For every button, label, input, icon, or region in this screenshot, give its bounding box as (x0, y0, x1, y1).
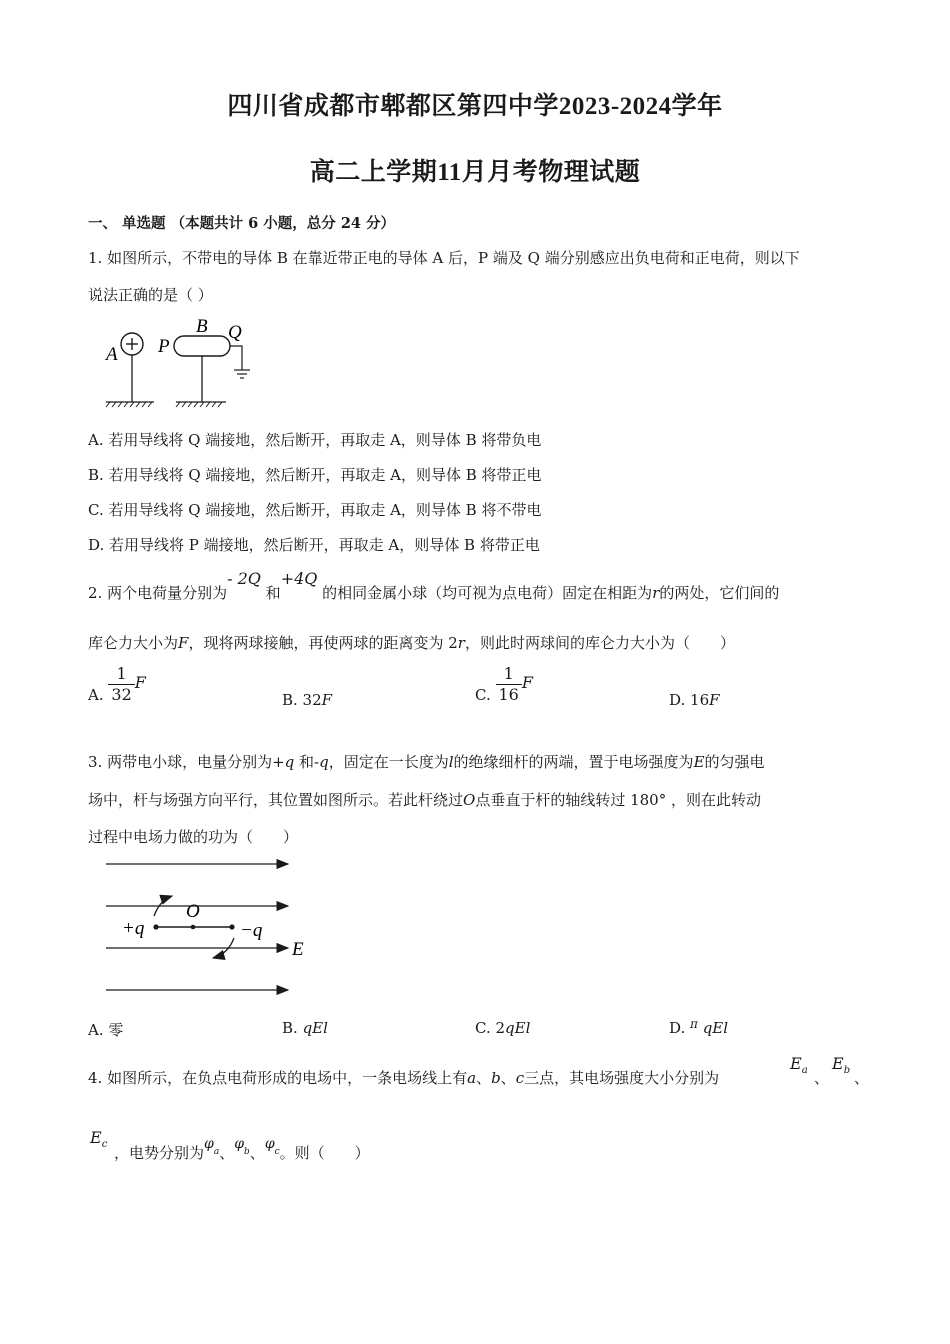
pivot-o-dot (191, 925, 196, 930)
q4-stem-line2: ，电势分别为$\varphi_a$、$\varphi_b$、$\varphi_c$。则（ ） (114, 1136, 370, 1162)
charge-plus-dot (153, 924, 158, 929)
label-b: B (196, 316, 208, 337)
page-title-line2: 高二上学期11月月考物理试题 (309, 159, 641, 186)
q3-option-b[interactable]: B. qEl (282, 1019, 328, 1037)
label-plus-q: +q (122, 918, 145, 939)
q1-option-c[interactable]: C. 若用导线将 Q 端接地，然后断开，再取走 A，则导体 B 将不带电 (88, 501, 542, 519)
q3-stem-line2: 场中，杆与场强方向平行，其位置如图所示。若此杆绕过O点垂直于杆的轴线转过 180° ，则在此转动 (88, 791, 761, 809)
fraction-1-16: $\frac{1}{16}$ (496, 664, 522, 705)
sep-ea-eb: 、 (814, 1069, 830, 1087)
page-title-line1: 四川省成都市郫都区第四中学2023-2024学年 (227, 93, 723, 120)
symbol-ec: $E_c$ (90, 1128, 108, 1151)
section-heading: 一、 单选题 （本题共计 6 小题，总分 24 分） (88, 215, 396, 232)
q1-option-d[interactable]: D. 若用导线将 P 端接地，然后断开，再取走 A，则导体 B 将带正电 (88, 536, 540, 554)
q3-option-d[interactable]: D. $^\pi$ qEl (669, 1017, 729, 1037)
hatch-b (176, 402, 222, 407)
q1-stem-line1: 1. 如图所示，不带电的导体 B 在靠近带正电的导体 A 后，P 端及 Q 端分别感应出负电荷和正电荷，则以下 (88, 249, 800, 267)
label-e: E (292, 939, 304, 960)
ground-wire (230, 346, 242, 370)
q3-figure (100, 852, 320, 1000)
q2-option-a[interactable]: A. $\frac{1}{32}$ F (88, 664, 146, 704)
q3-option-a[interactable]: A. 零 (88, 1021, 124, 1039)
q2-stem-line2: 库仑力大小为F，现将两球接触，再使两球的距离变为 2r，则此时两球间的库仑力大小为（ ） (88, 634, 735, 652)
q2-option-c[interactable]: C. $\frac{1}{16}$ F (475, 664, 533, 704)
q2-stem-line1: 2. 两个电荷量分别为- 2Q 和+4Q 的相同金属小球（均可视为点电荷）固定在相距为r的两处，它们间的 (88, 569, 780, 602)
q1-option-b[interactable]: B. 若用导线将 Q 端接地，然后断开，再取走 A，则导体 B 将带正电 (88, 466, 542, 484)
label-minus-q: −q (240, 920, 263, 941)
q2-option-b[interactable]: B. 32F (282, 691, 333, 709)
fraction-1-32: $\frac{1}{32}$ (108, 664, 134, 705)
symbol-ea: $E_a$ (790, 1054, 808, 1077)
symbol-eb: $E_b$ (832, 1054, 851, 1077)
label-o: O (186, 901, 200, 922)
q1-stem-line2: 说法正确的是（ ） (88, 286, 213, 304)
charge-1: - 2Q (227, 569, 261, 588)
q4-stem-line1: 4. 如图所示，在负点电荷形成的电场中，一条电场线上有a、b、c三点，其电场强度大小分别为 (88, 1069, 720, 1087)
q3-stem-line1: 3. 两带电小球，电量分别为+q 和-q，固定在一长度为l的绝缘细杆的两端，置于电场强度为E的匀强电 (88, 753, 765, 771)
q3-stem-line3: 过程中电场力做的功为（ ） (88, 828, 299, 846)
charge-2: +4Q (280, 569, 318, 588)
hatch-a (106, 402, 152, 407)
label-a: A (106, 344, 118, 365)
conductor-b (174, 336, 230, 356)
sep-eb-ec: 、 (854, 1069, 870, 1087)
label-p: P (158, 336, 170, 357)
q2-option-d[interactable]: D. 16F (669, 691, 720, 709)
q3-option-c[interactable]: C. 2qEl (475, 1019, 531, 1037)
charge-minus-dot (229, 924, 234, 929)
q1-option-a[interactable]: A. 若用导线将 Q 端接地，然后断开，再取走 A，则导体 B 将带负电 (88, 431, 542, 449)
q1-figure (100, 314, 270, 414)
label-q: Q (228, 322, 242, 343)
